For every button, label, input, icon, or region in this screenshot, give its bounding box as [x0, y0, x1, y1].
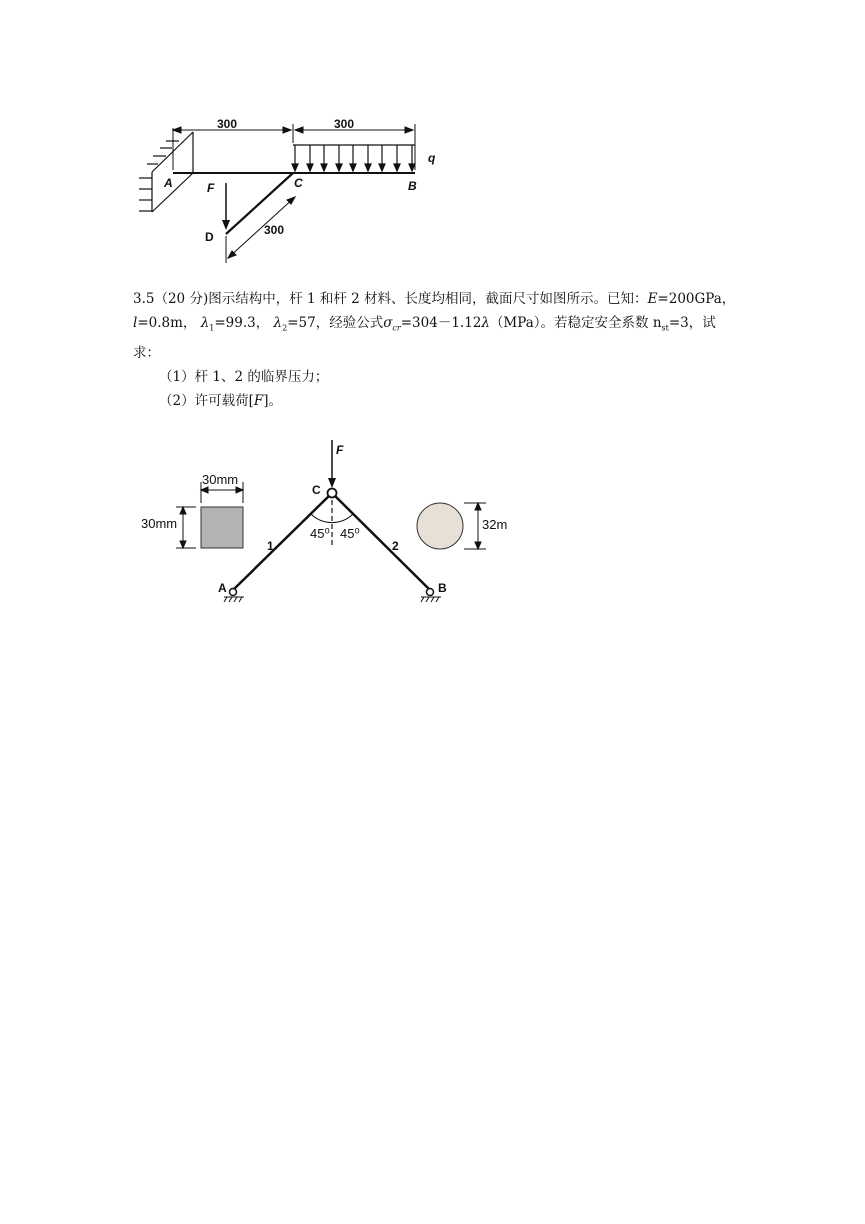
pin-support-b — [427, 589, 434, 596]
label-f: F — [336, 443, 344, 457]
circle-cross-section — [417, 503, 463, 549]
pin-support-a — [230, 589, 237, 596]
force-f-arrow — [328, 440, 336, 488]
label-d: D — [205, 230, 214, 244]
pin-joint-c — [328, 489, 337, 498]
label-c: C — [312, 483, 321, 497]
question-1: （1）杆 1、2 的临界压力； — [159, 368, 329, 385]
square-cross-section — [201, 507, 243, 548]
square-height-label: 30mm — [141, 516, 178, 531]
dim-dc-label: 300 — [264, 223, 285, 237]
square-width-label: 30mm — [202, 472, 239, 487]
problem-statement: 3.5（20 分)图示结构中，杆 1 和杆 2 材料、长度均相同，截面尺寸如图所示。已知：E=200GPa， l=0.8m， $\lambda_1=99.3$， $\lambda_2=57$，经验公式$\sigma_{cr}=304-1.12\lambda(MPa)$。若稳定安全系数 $n_{st}=3$，试 求： — [133, 291, 736, 361]
rod-2-label: 2 — [392, 539, 399, 553]
angle-left-label: 45⁰ — [310, 526, 330, 541]
circle-diameter-label: 32m — [482, 517, 508, 532]
ground-hatch — [224, 597, 441, 602]
dim-ac-label: 300 — [217, 117, 238, 131]
label-b: B — [408, 179, 417, 193]
label-b: B — [438, 581, 447, 595]
rod-1-label: 1 — [267, 539, 274, 553]
angle-right-label: 45⁰ — [340, 526, 360, 541]
dim-cb-label: 300 — [334, 117, 355, 131]
label-q: q — [428, 151, 436, 165]
rod-1 — [233, 493, 332, 590]
label-a: A — [164, 176, 173, 190]
label-a: A — [218, 581, 227, 595]
label-f: F — [207, 181, 215, 195]
rod-2 — [332, 493, 430, 590]
label-c: C — [294, 176, 303, 190]
question-2: （2）许可载荷[F]。 — [159, 392, 283, 409]
